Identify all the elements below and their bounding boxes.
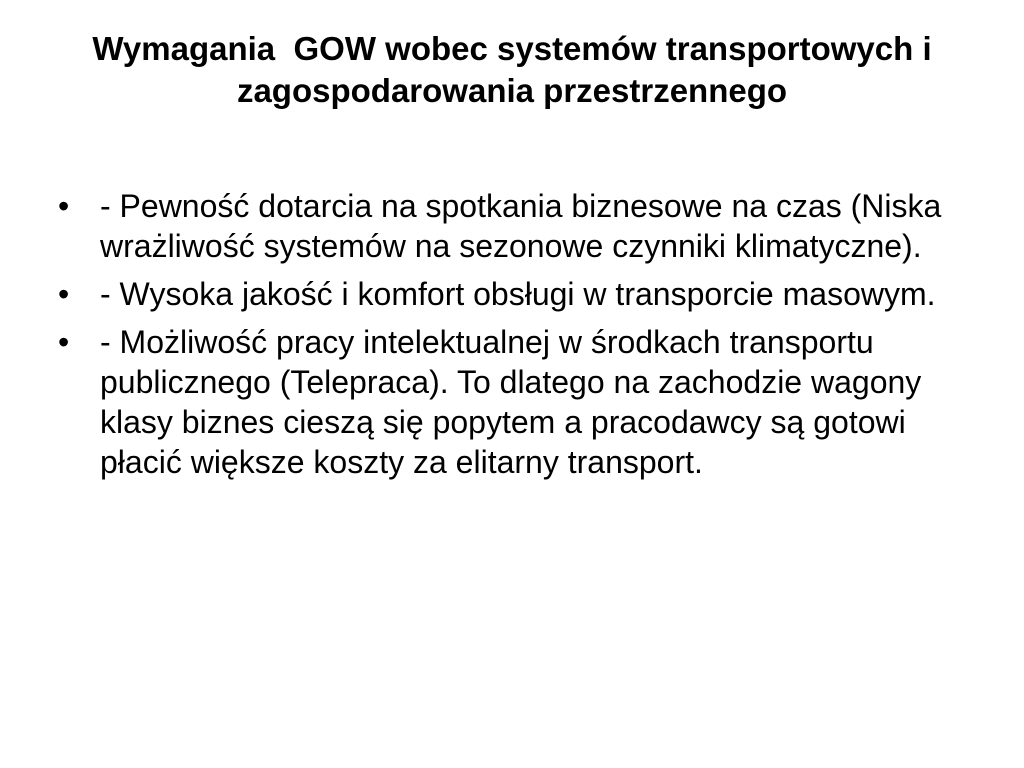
bullet-list [58, 186, 978, 490]
bullet-marker: • [58, 276, 70, 312]
bullet-text: - Pewność dotarcia na spotkania biznesowe na czas (Niska wrażliwość systemów na sezonowe czynniki klimatyczne). [100, 188, 942, 264]
bullet-text: - Wysoka jakość i komfort obsługi w transporcie masowym. [100, 276, 936, 312]
bullet-item [58, 186, 978, 266]
bullet-item [58, 274, 978, 314]
bullet-text: - Możliwość pracy intelektualnej w środkach transportu publicznego (Telepraca). To dlatego na zachodzie wagony klasy biznes cieszą się popytem a pracodawcy są gotowi płacić większe koszty za elitarny transport. [100, 324, 922, 480]
bullet-marker: • [58, 324, 70, 360]
bullet-marker: • [58, 188, 70, 224]
slide-title: Wymagania GOW wobec systemów transportowych i zagospodarowania przestrzennego [92, 30, 941, 109]
bullet-item [58, 322, 978, 482]
